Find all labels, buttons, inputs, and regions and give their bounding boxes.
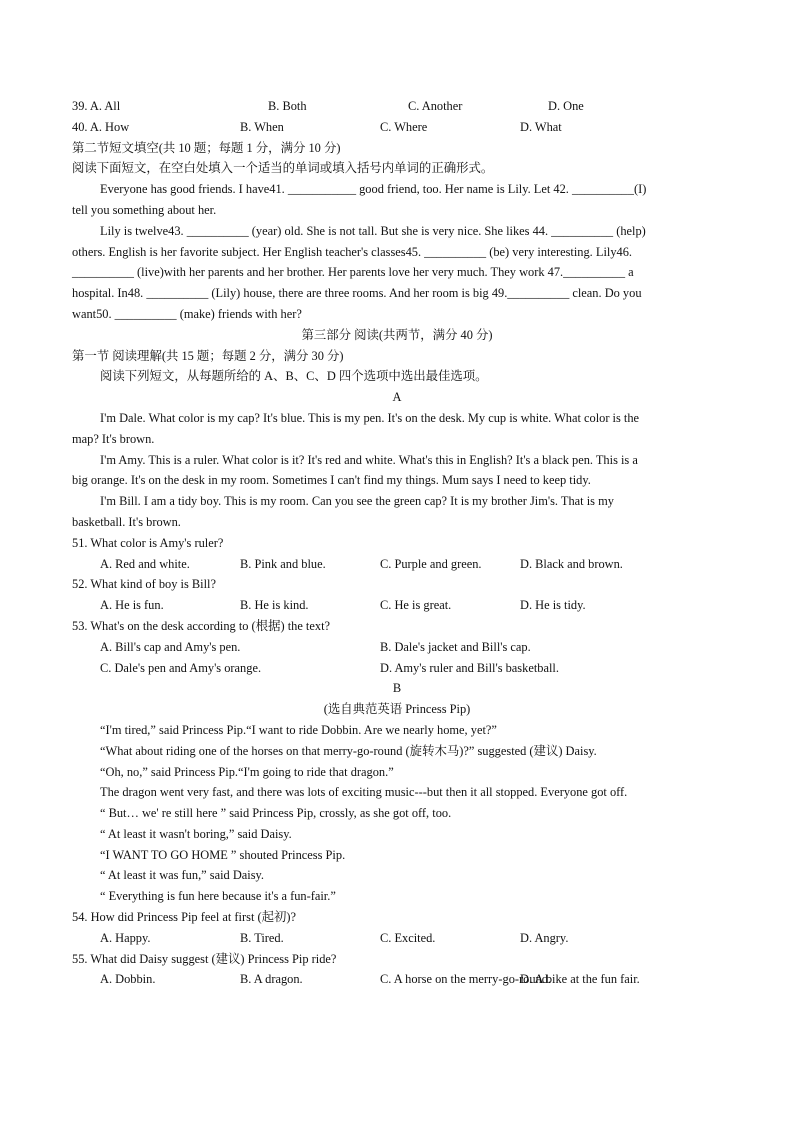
passage-a-dale-line-1: I'm Dale. What color is my cap? It's blue. This is my pen. It's on the desk. My cup is white. What color is the	[100, 410, 640, 425]
question-40-options	[72, 117, 722, 138]
q52-option-a: A. He is fun.	[100, 598, 164, 613]
passage-a-label: A	[392, 390, 402, 405]
question-52-options	[72, 595, 722, 616]
question-53-options-cd	[72, 658, 722, 679]
q52-option-d: D. He is tidy.	[520, 598, 586, 613]
cloze-paragraph-1-line-2: tell you something about her.	[72, 202, 217, 217]
question-55-stem: 55. What did Daisy suggest (建议) Princess Pip ride?	[72, 951, 337, 966]
q51-option-c: C. Purple and green.	[380, 556, 482, 571]
cloze-paragraph-2-line-4: hospital. In48. __________ (Lily) house, there are three rooms. And her room is big 49.__________ clean. Do you	[72, 286, 642, 301]
question-54-stem: 54. How did Princess Pip feel at first (起初)?	[72, 910, 297, 925]
question-53-stem: 53. What's on the desk according to (根据) the text?	[72, 618, 331, 633]
exam-page	[72, 96, 722, 990]
q54-option-c: C. Excited.	[380, 930, 436, 945]
q55-option-c: C. A horse on the merry-go-round.	[380, 972, 552, 987]
passage-b-line-5: “ But… we' re still here ” said Princess Pip, crossly, as she got off, too.	[100, 806, 452, 821]
question-51-stem: 51. What color is Amy's ruler?	[72, 535, 224, 550]
passage-a-amy-line-2: big orange. It's on the desk in my room. Sometimes I can't find my things. Mum says I need to keep tidy.	[72, 473, 591, 488]
section1-instruction: 阅读下列短文，从每题所给的 A、B、C、D 四个选项中选出最佳选项。	[100, 369, 488, 384]
q39-option-c: C. Another	[408, 99, 463, 113]
cloze-paragraph-2-line-2: others. English is her favorite subject. Her English teacher's classes45. __________ (be) very interesting. Lily46.	[72, 244, 633, 259]
passage-b-line-2: “What about riding one of the horses on that merry-go-round (旋转木马)?” suggested (建议) Daisy.	[100, 743, 597, 758]
q40-option-a: 40. A. How	[72, 119, 130, 134]
q51-option-d: D. Black and brown.	[520, 556, 623, 571]
part3-title: 第三部分 阅读(共两节，满分 40 分)	[301, 327, 493, 342]
question-51-options	[72, 554, 722, 575]
passage-a-dale-line-2: map? It's brown.	[72, 431, 155, 446]
passage-b-line-6: “ At least it wasn't boring,” said Daisy.	[100, 826, 292, 841]
q55-option-d: D. A bike at the fun fair.	[520, 972, 640, 987]
passage-b-line-7: “I WANT TO GO HOME ” shouted Princess Pip.	[100, 847, 346, 862]
q39-option-a: 39. A. All	[72, 99, 121, 113]
q52-option-b: B. He is kind.	[240, 598, 309, 613]
q40-option-c: C. Where	[380, 119, 428, 134]
passage-b-label: B	[392, 681, 402, 696]
q51-option-b: B. Pink and blue.	[240, 556, 326, 571]
q53-option-d: D. Amy's ruler and Bill's basketball.	[380, 660, 559, 675]
q54-option-b: B. Tired.	[240, 930, 284, 945]
question-55-options	[72, 969, 722, 990]
cloze-paragraph-2-line-5: want50. __________ (make) friends with her?	[72, 306, 302, 321]
passage-a-bill-line-2: basketball. It's brown.	[72, 514, 181, 529]
q55-option-a: A. Dobbin.	[100, 972, 156, 987]
question-53-options-ab	[72, 637, 722, 658]
q53-option-c: C. Dale's pen and Amy's orange.	[100, 660, 262, 675]
q52-option-c: C. He is great.	[380, 598, 452, 613]
question-52-stem: 52. What kind of boy is Bill?	[72, 577, 216, 592]
q55-option-b: B. A dragon.	[240, 972, 303, 987]
q54-option-d: D. Angry.	[520, 930, 569, 945]
question-54-options	[72, 928, 722, 949]
question-39-options	[72, 96, 722, 117]
passage-a-amy-line-1: I'm Amy. This is a ruler. What color is it? It's red and white. What's this in English? It's a black pen. This is a	[100, 452, 638, 467]
q39-option-b: B. Both	[268, 99, 307, 113]
q40-option-b: B. When	[240, 119, 284, 134]
section2-title: 第二节短文填空(共 10 题；每题 1 分，满分 10 分)	[72, 140, 341, 155]
q53-option-a: A. Bill's cap and Amy's pen.	[100, 639, 241, 654]
passage-b-line-4: The dragon went very fast, and there was lots of exciting music---but then it all stopped. Everyone got off.	[100, 785, 628, 800]
passage-b-line-3: “Oh, no,” said Princess Pip.“I'm going to ride that dragon.”	[100, 764, 394, 779]
q53-option-b: B. Dale's jacket and Bill's cap.	[380, 639, 531, 654]
q39-option-d: D. One	[548, 99, 584, 113]
q54-option-a: A. Happy.	[100, 930, 151, 945]
passage-b-line-9: “ Everything is fun here because it's a fun-fair.”	[100, 889, 336, 904]
passage-b-source: (选自典范英语 Princess Pip)	[323, 702, 471, 717]
passage-a-bill-line-1: I'm Bill. I am a tidy boy. This is my room. Can you see the green cap? It is my brother Jim's. That is my	[100, 494, 614, 509]
cloze-paragraph-1-line-1: Everyone has good friends. I have41. ___________ good friend, too. Her name is Lily. Let 42. __________(I)	[100, 182, 647, 197]
cloze-paragraph-2-line-1: Lily is twelve43. __________ (year) old. She is not tall. But she is very nice. She likes 44. __________ (help)	[100, 223, 646, 238]
q51-option-a: A. Red and white.	[100, 556, 190, 571]
passage-b-line-8: “ At least it was fun,” said Daisy.	[100, 868, 265, 883]
cloze-paragraph-2-line-3: __________ (live)with her parents and her brother. Her parents love her very much. They work 47.__________ a	[72, 265, 634, 280]
q40-option-d: D. What	[520, 119, 562, 134]
section2-instruction: 阅读下面短文，在空白处填入一个适当的单词或填入括号内单词的正确形式。	[72, 161, 494, 176]
section1-title: 第一节 阅读理解(共 15 题；每题 2 分，满分 30 分)	[72, 348, 344, 363]
passage-b-line-1: “I'm tired,” said Princess Pip.“I want to ride Dobbin. Are we nearly home, yet?”	[100, 722, 497, 737]
